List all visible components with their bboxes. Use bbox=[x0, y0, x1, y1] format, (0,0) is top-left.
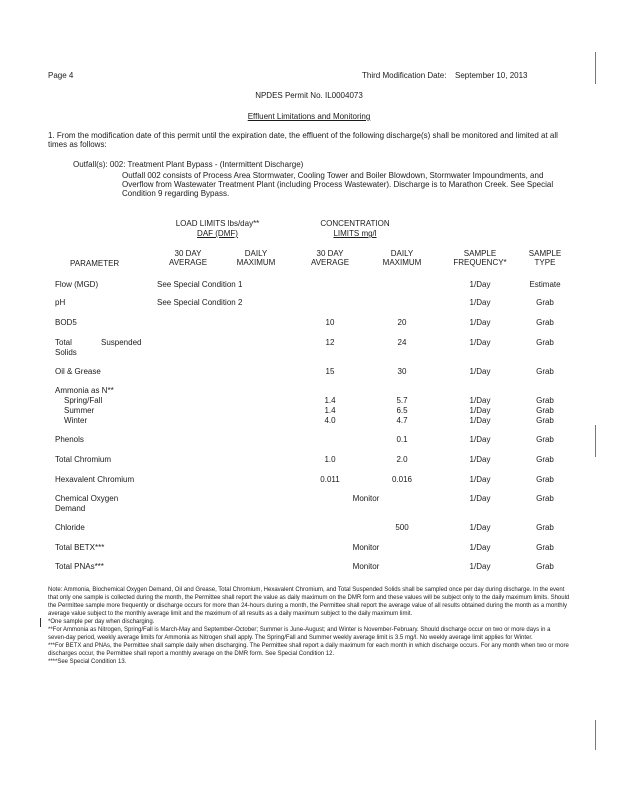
row-conc-max: 5.7 bbox=[396, 396, 408, 405]
intro-paragraph: 1. From the modification date of this permit until the expiration date, the effluent of the following discharge(s) shall be monitored and limited at all times as follows: bbox=[48, 131, 558, 150]
row-sample-frequency: 1/Day bbox=[469, 367, 491, 376]
load-limits-group-unit: DAF (DMF) bbox=[197, 229, 238, 238]
concentration-group-unit: LIMITS mg/l bbox=[333, 229, 377, 238]
col-header-load-avg-line2: AVERAGE bbox=[168, 258, 208, 268]
row-conc-max: 0.1 bbox=[396, 435, 408, 444]
col-header-conc-max-line1: DAILY bbox=[390, 249, 414, 258]
concentration-group-label: CONCENTRATION bbox=[320, 219, 390, 228]
row-conc-max: 0.016 bbox=[391, 475, 413, 484]
col-header-conc-avg bbox=[300, 249, 360, 267]
modification-date: September 10, 2013 bbox=[455, 71, 528, 80]
row-sample-frequency: 1/Day bbox=[469, 523, 491, 532]
row-parameter: Total bbox=[55, 338, 72, 347]
col-header-parameter: PARAMETER bbox=[70, 259, 120, 268]
col-header-load-avg bbox=[158, 249, 218, 267]
margin-mark bbox=[40, 618, 41, 627]
scan-speck bbox=[595, 425, 596, 457]
col-header-sample-frequency-line1: SAMPLE bbox=[463, 249, 497, 258]
row-sample-frequency: 1/Day bbox=[469, 494, 491, 503]
row-sample-type: Grab bbox=[536, 298, 554, 307]
col-header-load-max bbox=[226, 249, 286, 267]
row-season: Summer bbox=[64, 406, 95, 415]
row-sample-frequency: 1/Day bbox=[469, 475, 491, 484]
row-parameter: Demand bbox=[55, 504, 86, 513]
row-parameter: Chloride bbox=[55, 523, 85, 532]
row-parameter: Total BETX*** bbox=[55, 543, 105, 552]
permit-number: NPDES Permit No. IL0004073 bbox=[255, 91, 363, 100]
row-sample-frequency: 1/Day bbox=[469, 298, 491, 307]
col-header-sample-type bbox=[515, 249, 575, 267]
row-sample-frequency: 1/Day bbox=[469, 543, 491, 552]
col-header-conc-max bbox=[372, 249, 432, 267]
row-sample-frequency: 1/Day bbox=[469, 435, 491, 444]
row-parameter: Total Chromium bbox=[55, 455, 112, 464]
row-conc-avg: 4.0 bbox=[324, 416, 336, 425]
modification-label: Third Modification Date: bbox=[362, 71, 447, 80]
row-conc-avg: 1.0 bbox=[324, 455, 336, 464]
row-sample-type: Grab bbox=[536, 338, 554, 347]
row-parameter: Oil & Grease bbox=[55, 367, 101, 376]
row-parameter: Ammonia as N** bbox=[55, 386, 114, 395]
col-header-load-avg-line1: 30 DAY bbox=[174, 249, 202, 258]
row-sample-type: Grab bbox=[536, 435, 554, 444]
row-sample-frequency: 1/Day bbox=[469, 338, 491, 347]
row-sample-type: Grab bbox=[536, 318, 554, 327]
row-conc-max: 30 bbox=[397, 367, 407, 376]
row-parameter: BOD5 bbox=[55, 318, 77, 327]
row-conc-max: 4.7 bbox=[396, 416, 408, 425]
row-parameter: Solids bbox=[55, 348, 77, 357]
row-load-note: See Special Condition 2 bbox=[157, 298, 243, 307]
row-sample-type: Grab bbox=[536, 562, 554, 571]
row-sample-type: Grab bbox=[536, 494, 554, 503]
col-header-load-max-line2: MAXIMUM bbox=[236, 258, 276, 268]
row-conc-max: 500 bbox=[395, 523, 409, 532]
row-sample-type: Estimate bbox=[529, 280, 561, 289]
footnote-single-asterisk: *One sample per day when discharging. bbox=[48, 618, 155, 625]
section-title: Effluent Limitations and Monitoring bbox=[247, 112, 371, 121]
scan-speck bbox=[595, 720, 596, 750]
row-conc-max: 24 bbox=[397, 338, 407, 347]
col-header-conc-avg-line1: 30 DAY bbox=[316, 249, 344, 258]
footnote-triple-asterisk: ***For BETX and PNAs, the Permittee shall sample daily when discharging. The Permittee shall report a daily maximum for each month in which discharge occurs. For any month when two or more discharges occur, the Permittee shall report a monthly average on the DMR form. See Special Condition 12. bbox=[48, 642, 569, 657]
col-header-conc-max-line2: MAXIMUM bbox=[382, 258, 422, 268]
row-conc-avg: 0.011 bbox=[320, 475, 340, 484]
footnotes bbox=[48, 587, 570, 667]
row-sample-frequency: 1/Day bbox=[469, 455, 491, 464]
row-conc-avg: 10 bbox=[325, 318, 335, 327]
row-conc-max: 20 bbox=[397, 318, 407, 327]
row-conc-avg: 15 bbox=[325, 367, 335, 376]
footnote-double-asterisk: **For Ammonia as Nitrogen, Spring/Fall is March-May and September-October; Summer is June-August; and Winter is November-February. Should discharge occur on two or more days in a seven-day period, weekly average limits for Ammonia as Nitrogen shall apply. The Spring/Fall and Summer weekly average limit is 3.5 mg/l. No weekly average limit applies for Winter. bbox=[48, 626, 551, 641]
row-sample-type: Grab bbox=[536, 543, 554, 552]
row-sample-type: Grab bbox=[536, 367, 554, 376]
row-season: Winter bbox=[64, 416, 88, 425]
row-sample-frequency: 1/Day bbox=[469, 562, 491, 571]
row-monitor: Monitor bbox=[352, 562, 380, 571]
row-monitor: Monitor bbox=[352, 543, 380, 552]
page-number: Page 4 bbox=[48, 71, 74, 80]
row-parameter: pH bbox=[55, 298, 66, 307]
row-parameter: Hexavalent Chromium bbox=[55, 475, 135, 484]
outfall-description: Outfall 002 consists of Process Area Stormwater, Cooling Tower and Boiler Blowdown, Stormwater Impoundments, and Overflow from Wastewater Treatment Plant (including Process Wastewater). Discharge is to Marathon Creek. See Special Condition 9 regarding Bypass. bbox=[122, 171, 554, 199]
row-sample-type: Grab bbox=[536, 523, 554, 532]
row-sample-type: Grab bbox=[536, 396, 554, 405]
col-header-sample-type-line2: TYPE bbox=[534, 258, 556, 268]
row-season: Spring/Fall bbox=[64, 396, 103, 405]
footnote-quadruple-asterisk: ****See Special Condition 13. bbox=[48, 658, 127, 665]
row-conc-avg: 12 bbox=[325, 338, 335, 347]
scan-speck bbox=[595, 52, 596, 84]
row-conc-avg: 1.4 bbox=[324, 406, 336, 415]
col-header-conc-avg-line2: AVERAGE bbox=[310, 258, 350, 268]
col-header-load-max-line1: DAILY bbox=[244, 249, 268, 258]
row-parameter: Chemical Oxygen bbox=[55, 494, 119, 503]
row-monitor: Monitor bbox=[352, 494, 380, 503]
row-parameter: Flow (MGD) bbox=[55, 280, 99, 289]
row-sample-frequency: 1/Day bbox=[469, 416, 491, 425]
row-sample-type: Grab bbox=[536, 416, 554, 425]
row-sample-frequency: 1/Day bbox=[469, 406, 491, 415]
row-parameter: Phenols bbox=[55, 435, 84, 444]
row-sample-frequency: 1/Day bbox=[469, 280, 491, 289]
outfall-title: Outfall(s): 002: Treatment Plant Bypass - (Intermittent Discharge) bbox=[73, 160, 304, 169]
footnote-main: Note: Ammonia, Biochemical Oxygen Demand, Oil and Grease, Total Chromium, Hexavalent Chromium, and Total Suspended Solids shall be sampled once per day during discharge. In the event that only one sample is collected during the month, the Permittee shall report the value as daily maximum on the DMR form and these values will be subject only to the daily maximum limits. Should the Permittee sample more frequently or discharge occurs for more than 24-hours during a month, the Permittee shall report the average value of all results obtained during the month as a monthly average value subject to the monthly average limit and the maximum of all results as a daily maximum subject to the daily maximum limit. bbox=[48, 587, 570, 617]
col-header-sample-frequency bbox=[440, 249, 520, 267]
load-limits-group-label: LOAD LIMITS lbs/day** bbox=[175, 219, 260, 228]
row-parameter: Suspended bbox=[101, 338, 142, 347]
row-parameter: Total PNAs*** bbox=[55, 562, 104, 571]
row-conc-max: 2.0 bbox=[396, 455, 408, 464]
row-conc-avg: 1.4 bbox=[324, 396, 336, 405]
row-sample-frequency: 1/Day bbox=[469, 396, 491, 405]
row-sample-type: Grab bbox=[536, 475, 554, 484]
col-header-sample-type-line1: SAMPLE bbox=[528, 249, 562, 258]
row-conc-max: 6.5 bbox=[396, 406, 408, 415]
row-load-note: See Special Condition 1 bbox=[157, 280, 243, 289]
row-sample-frequency: 1/Day bbox=[469, 318, 491, 327]
row-sample-type: Grab bbox=[536, 455, 554, 464]
row-sample-type: Grab bbox=[536, 406, 554, 415]
col-header-sample-frequency-line2: FREQUENCY* bbox=[453, 258, 507, 268]
